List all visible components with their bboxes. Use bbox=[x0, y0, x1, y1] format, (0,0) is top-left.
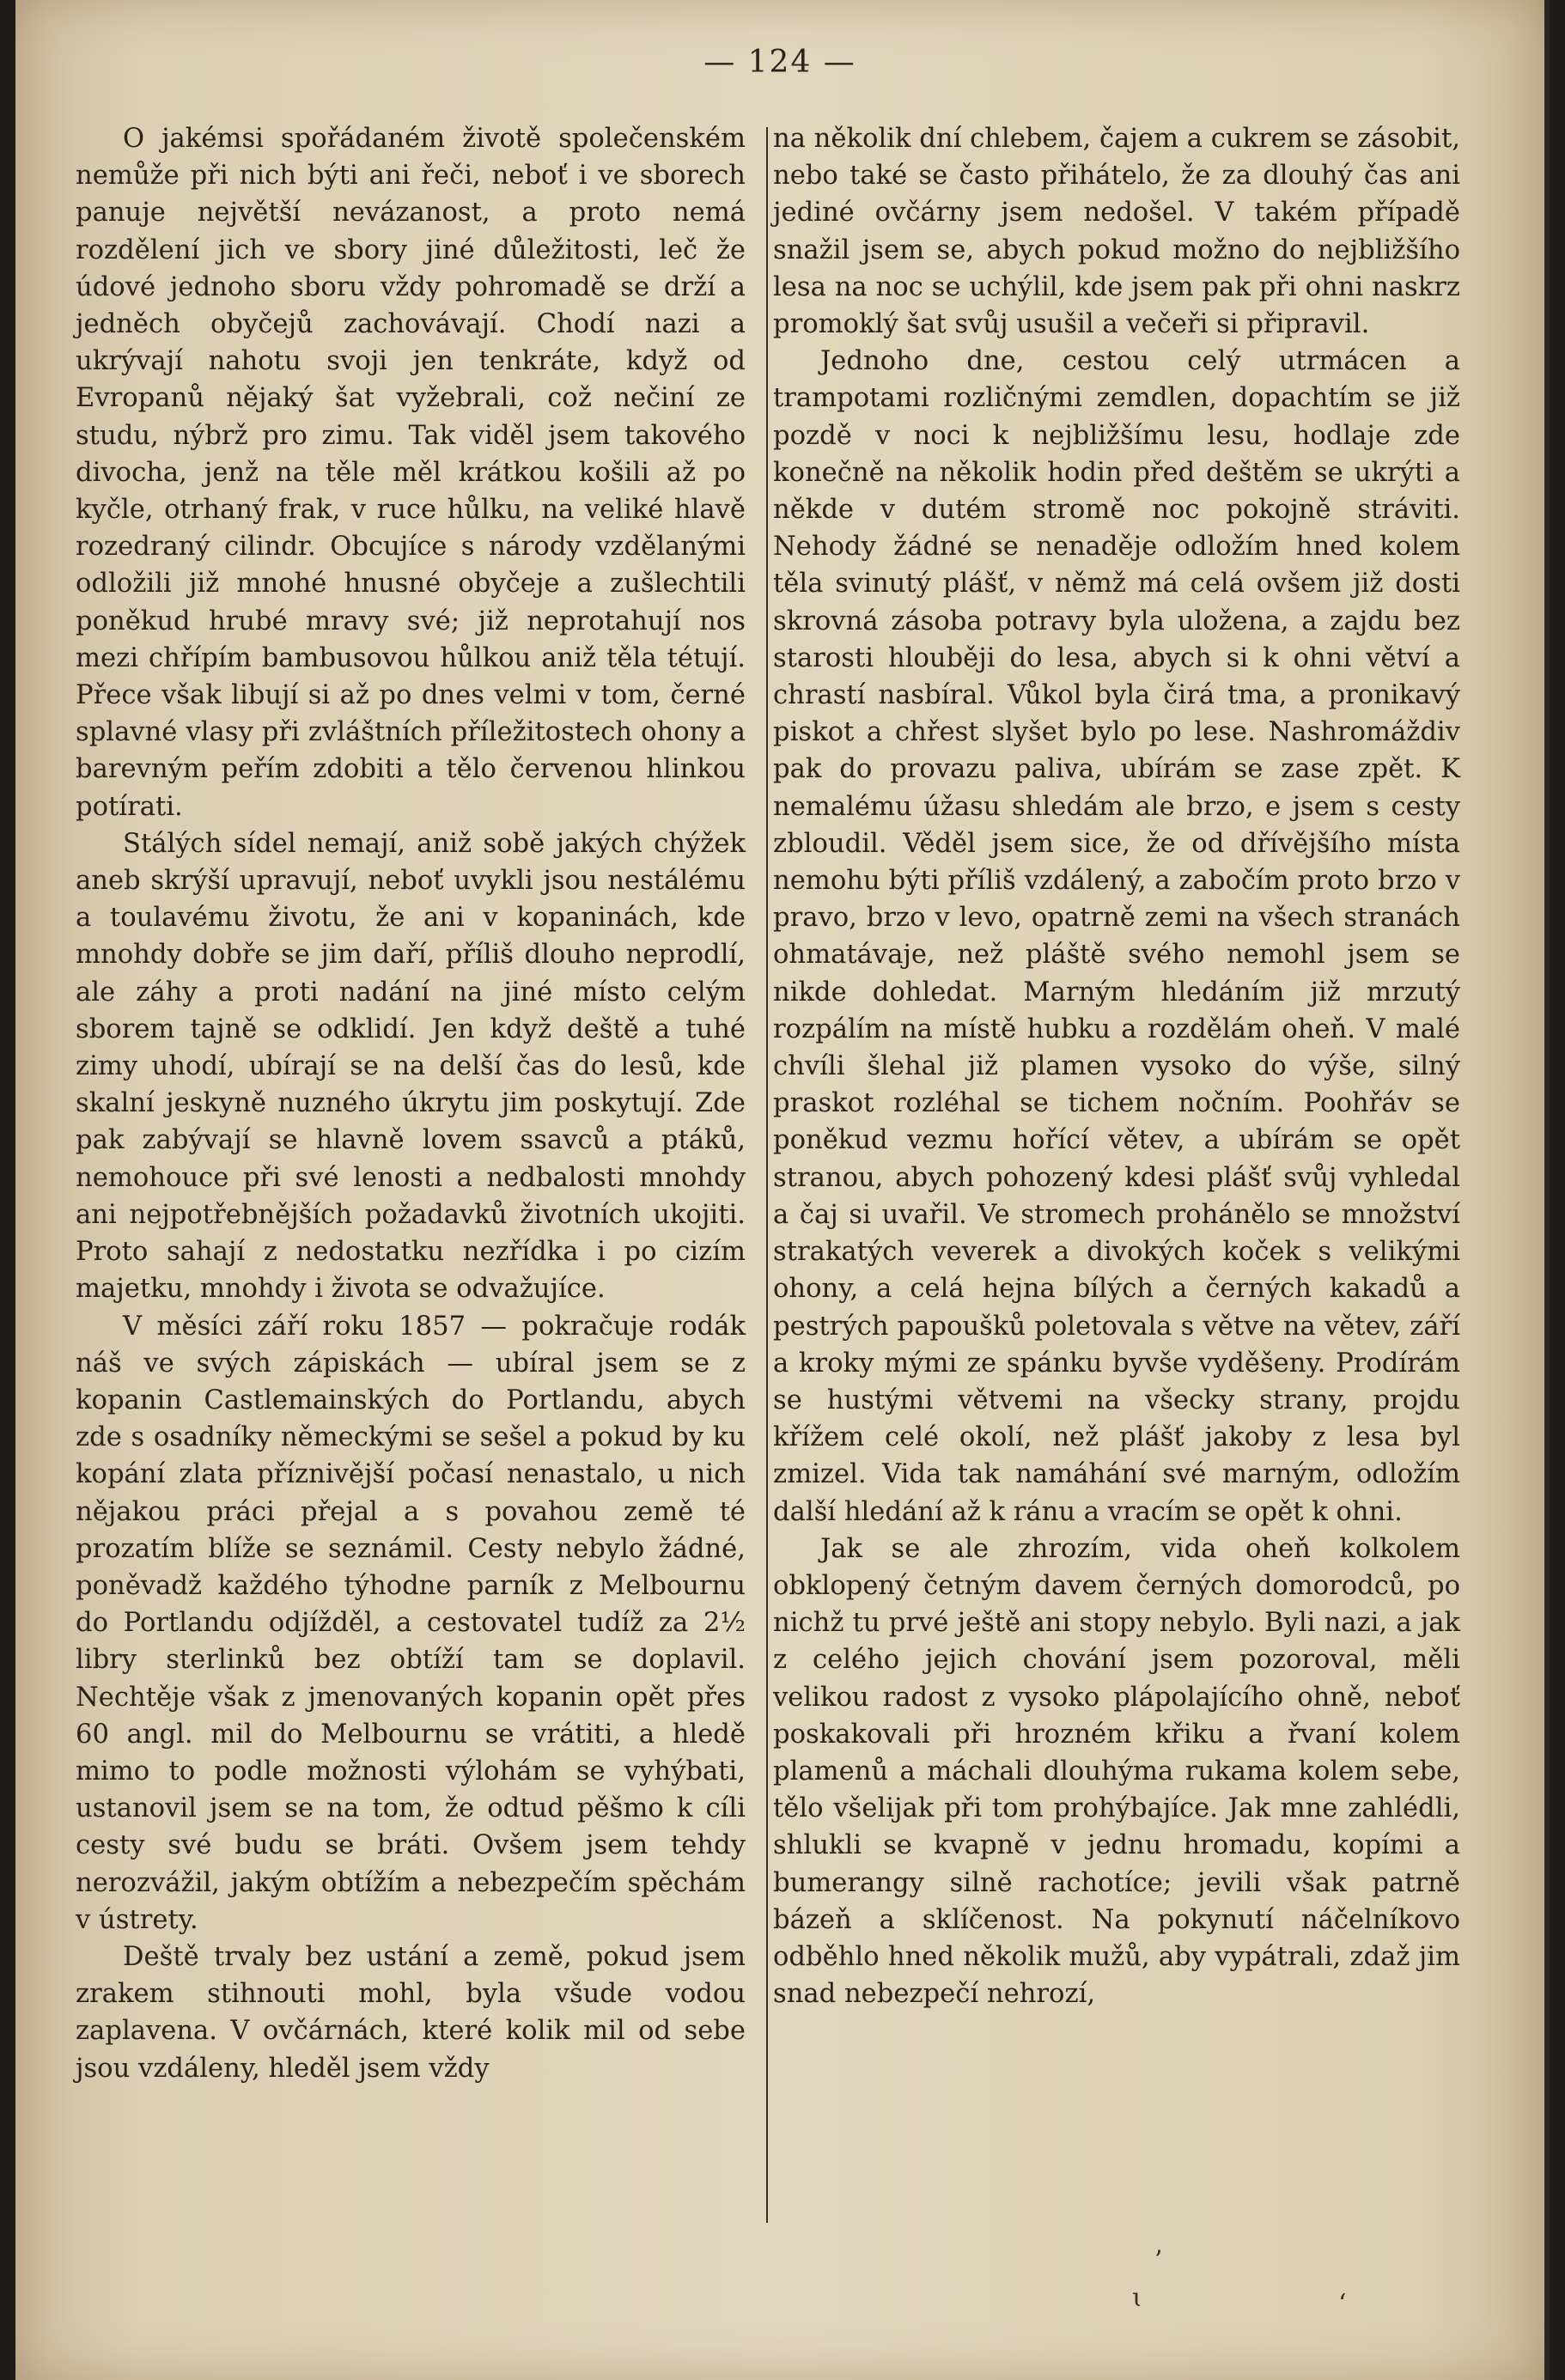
ink-speck: ʻ bbox=[1338, 2289, 1347, 2319]
paragraph: Stálých sídel nemají, aniž sobě jakých chýžek aneb skrýší upravují, neboť uvykli jsou nestálému a toulavému životu, že ani v kopaninách, kde mnohdy dobře se jim daří, příliš dlouho neprodlí, ale záhy a proti nadání na jiné místo celým sborem tajně se odklidí. Jen když deště a tuhé zimy uhodí, ubírají se na delší čas do lesů, kde skalní jeskyně nuzného úkrytu jim poskytují. Zde pak zabývají se hlavně lovem ssavců a ptáků, nemohouce při své lenosti a nedbalosti mnohdy ani nejpotřebnějších požadavků životních ukojiti. Proto sahají z nedostatku nezřídka i po cizím majetku, mnohdy i života se odvažujíce. bbox=[76, 828, 746, 1305]
page-edge-left bbox=[0, 0, 15, 2380]
book-page bbox=[15, 0, 1544, 2380]
right-column bbox=[773, 120, 1460, 2012]
ink-speck: ʼ bbox=[1154, 2246, 1162, 2276]
ink-speck: ɩ bbox=[1132, 2283, 1142, 2313]
column-divider bbox=[766, 127, 768, 2223]
paragraph: Jak se ale zhrozím, vida oheň kolkolem obklopený četným davem černých domorodců, po nichž tu prvé ještě ani stopy nebylo. Byli nazi, a jak z celého jejich chování jsem pozoroval, měli velikou radost z vysoko plápolajícího ohně, neboť poskakovali při hrozném křiku a řvaní kolem plamenů a máchali dlouhýma rukama kolem sebe, tělo všelijak při tom prohýbajíce. Jak mne zahlédli, shlukli se kvapně v jednu hromadu, kopími a bumerangy silně rachotíce; jevili však patrně bázeň a sklíčenost. Na pokynutí náčelníkovo odběhlo hned několik mužů, aby vypátrali, zdaž jim snad nebezpečí nehrozí, bbox=[773, 1533, 1460, 2010]
left-column bbox=[76, 120, 746, 2087]
paragraph: na několik dní chlebem, čajem a cukrem se zásobit, nebo také se často přihátelo, že za dlouhý čas ani jediné ovčárny jsem nedošel. V takém případě snažil jsem se, abych pokud možno do nejbližšího lesa na noc se uchýlil, kde jsem pak při ohni naskrz promoklý šat svůj usušil a večeři si připravil. bbox=[773, 124, 1460, 340]
paragraph: V měsíci září roku 1857 — pokračuje rodák náš ve svých zápiskách — ubíral jsem se z kopanin Castlemainských do Portlandu, abych zde s osadníky německými se sešel a pokud by ku kopání zlata příznivější počasí nenastalo, u nich nějakou práci přejal a s povahou země té prozatím blíže se seznámil. Cesty nebylo žádné, poněvadž každého týhodne parník z Melbournu do Portlandu odjížděl, a cestovatel tudíž za 2½ libry sterlinků bez obtíží tam se doplavil. Nechtěje však z jmenovaných kopanin opět přes 60 angl. mil do Melbournu se vrátiti, a hledě mimo to podle možnosti výlohám se vyhýbati, ustanovil jsem se na tom, že odtud pěšmo k cíli cesty své budu se bráti. Ovšem jsem tehdy nerozvážil, jakým obtížím a nebezpečím spěchám v ústrety. bbox=[76, 1311, 746, 1935]
paragraph: O jakémsi spořádaném životě společenském nemůže při nich býti ani řeči, neboť i ve sborech panuje největší nevázanost, a proto nemá rozdělení jich ve sbory jiné důležitosti, leč že údové jednoho sboru vždy pohromadě se drží a jedněch obyčejů zachovávají. Chodí nazi a ukrývají nahotu svoji jen tenkráte, když od Evropanů nějaký šat vyžebrali, což nečiní ze studu, nýbrž pro zimu. Tak viděl jsem takového divocha, jenž na těle měl krátkou košili až po kyčle, otrhaný frak, v ruce hůlku, na veliké hlavě rozedraný cilindr. Obcujíce s národy vzdělanými odložili již mnohé hnusné obyčeje a zušlechtili poněkud hrubé mravy své; již neprotahují nos mezi chřípím bambusovou hůlkou aniž těla tétují. Přece však libují si až po dnes velmi v tom, černé splavné vlasy při zvláštních příležitostech ohony a barevným peřím zdobiti a tělo červenou hlinkou potírati. bbox=[76, 124, 746, 822]
paragraph: Jednoho dne, cestou celý utrmácen a trampotami rozličnými zemdlen, dopachtím se již pozdě v noci k nejbližšímu lesu, hodlaje zde konečně na několik hodin před deštěm se ukrýti a někde v dutém stromě noc pokojně stráviti. Nehody žádné se nenaděje odložím hned kolem těla svinutý plášť, v němž má celá ovšem již dosti skrovná zásoba potravy byla uložena, a zajdu bez starosti hlouběji do lesa, abych si k ohni větví a chrastí nasbíral. Vůkol byla čirá tma, a pronikavý piskot a chřest slyšet bylo po lese. Nashromáždiv pak do provazu paliva, ubírám se zase zpět. K nemalému úžasu shledám ale brzo, e jsem s cesty zbloudil. Věděl jsem sice, že od dřívějšího místa nemohu býti příliš vzdálený, a zabočím proto brzo v pravo, brzo v levo, opatrně zemi na všech stranách ohmatávaje, než pláště svého nemohl jsem se nikde dohledat. Marným hledáním již mrzutý rozpálím na místě hubku a rozdělám oheň. V malé chvíli šlehal již plamen vysoko do výše, silný praskot rozléhal se tichem nočním. Poohřáv se poněkud vezmu hořící větev, a ubírám se opět stranou, abych pohozený kdesi plášť svůj vyhledal a čaj si uvařil. Ve stromech prohánělo se množství strakatých veverek a divokých koček s velikými ohony, a celá hejna bílých a černých kakadů a pestrých papoušků poletovala s větve na větev, září a kroky mými ze spánku byvše vyděšeny. Prodírám se hustými větvemi na všecky strany, projdu křížem celé okolí, než plášť jakoby z lesa byl zmizel. Vida tak namáhání své marným, odložím další hledání až k ránu a vracím se opět k ohni. bbox=[773, 346, 1460, 1527]
page-edge-right bbox=[1550, 0, 1565, 2380]
paragraph: Deště trvaly bez ustání a země, pokud jsem zrakem stihnouti mohl, byla všude vodou zaplavena. V ovčárnách, které kolik mil od sebe jsou vzdáleny, hleděl jsem vždy bbox=[76, 1941, 746, 2084]
page-number: — 124 — bbox=[703, 45, 856, 80]
